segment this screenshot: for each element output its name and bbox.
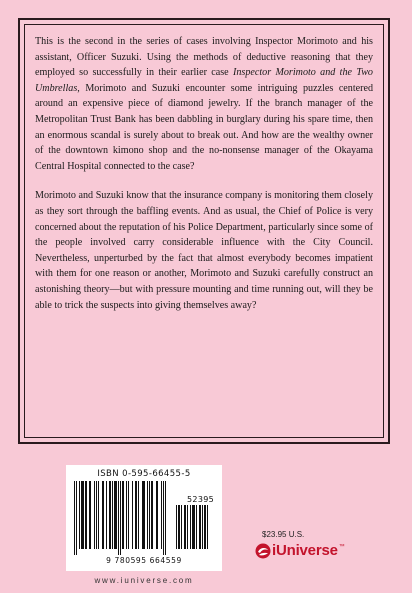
publisher-name: iUniverse — [272, 542, 338, 559]
price-label: $23.95 U.S. — [262, 530, 305, 539]
iuniverse-swirl-icon — [255, 543, 271, 559]
barcode-bar — [161, 481, 162, 549]
barcode-bar — [178, 505, 180, 549]
blurb-paragraph-2: Morimoto and Suzuki know that the insurance company is monitoring them closely as they sort through the baffling events. And as usual, the Chief of Police is very concerned about the reputation of his Police Department, particularly since some of the people involved carry considerable influence with the City Council. Nevertheless, unperturbed by the fact that almost everybody becomes impatient with them for one reason or another, Morimoto and Suzuki carefully construct an astonishing theory—but with pressure mounting and time running out, will they be able to trick the suspects into giving themselves away? — [35, 190, 373, 311]
barcode-bar — [98, 481, 99, 549]
price-code: 52395 — [187, 495, 214, 504]
barcode-bar — [89, 481, 91, 549]
barcode-bar — [132, 481, 133, 549]
blurb-paragraph-1 — [35, 34, 373, 174]
barcode-bar — [207, 505, 208, 549]
barcode-bar — [85, 481, 87, 549]
barcode-bar — [199, 505, 201, 549]
barcode-bar — [192, 505, 195, 549]
trademark-symbol: ™ — [338, 544, 345, 550]
blurb-paragraph-1-end: , Morimoto and Suzuki encounter some intriguing puzzles centered around an expensive piece of diamond jewelry. If the branch manager of the Metropolitan Trust Bank has been dabbling in burglary during his spare time, then an enormous scandal is surely about to break out. And how are the wealthy owner of the downtown kimono shop and the no-nonsense manager of the Okayama Central Hospital connected to the case? — [35, 82, 373, 172]
barcode-bar — [122, 481, 124, 549]
blurb-paragraph-1-start: This is the second in the series of cases involving Inspector Morimoto and his assistant, Officer Suzuki. Using the methods of deductive reasoning that they employed so successfully in their earlier case — [35, 36, 373, 79]
barcode-bar — [76, 481, 77, 555]
barcode-bar — [187, 505, 188, 549]
blurb-frame-inner — [24, 24, 384, 438]
barcode-bar — [112, 481, 113, 549]
barcode-bar — [204, 505, 206, 549]
barcode-bar — [74, 481, 75, 555]
barcode-bar — [94, 481, 95, 549]
barcode-box — [66, 465, 222, 571]
barcode-bar — [138, 481, 139, 549]
barcode-bar — [176, 505, 177, 549]
barcode-bar — [114, 481, 117, 549]
barcode-bar — [151, 481, 153, 549]
barcode-bar — [126, 481, 127, 549]
barcode-bar — [142, 481, 145, 549]
barcode-bar — [102, 481, 104, 549]
barcode-bar — [81, 481, 84, 549]
barcode-bar — [96, 481, 97, 549]
barcode-bar — [109, 481, 111, 549]
barcode-bar — [163, 481, 164, 555]
isbn-label: ISBN 0-595-66455-5 — [97, 469, 191, 479]
barcode-bar — [128, 481, 129, 549]
barcode-bar — [120, 481, 121, 555]
blurb-frame — [18, 18, 390, 444]
barcode-bar — [135, 481, 137, 549]
barcode-bar — [79, 481, 80, 549]
website-url: www.iuniverse.com — [94, 576, 194, 585]
barcode-bar — [118, 481, 119, 555]
barcode-bar — [147, 481, 148, 549]
barcode-bar — [181, 505, 182, 549]
earlier-case-title: Inspector Morimoto and the Two Umbrellas — [35, 67, 373, 94]
barcode-number: 9 780595 664559 — [106, 556, 182, 565]
barcode-bar — [149, 481, 150, 549]
barcode-bars — [74, 481, 174, 555]
barcode-bar — [190, 505, 191, 549]
publisher-logo — [255, 542, 345, 559]
price-barcode-bars — [176, 505, 214, 555]
barcode-bar — [184, 505, 186, 549]
barcode-bar — [202, 505, 203, 549]
barcode-bar — [106, 481, 107, 549]
barcode-bar — [165, 481, 166, 555]
barcode-bar — [196, 505, 197, 549]
barcode-bar — [156, 481, 158, 549]
